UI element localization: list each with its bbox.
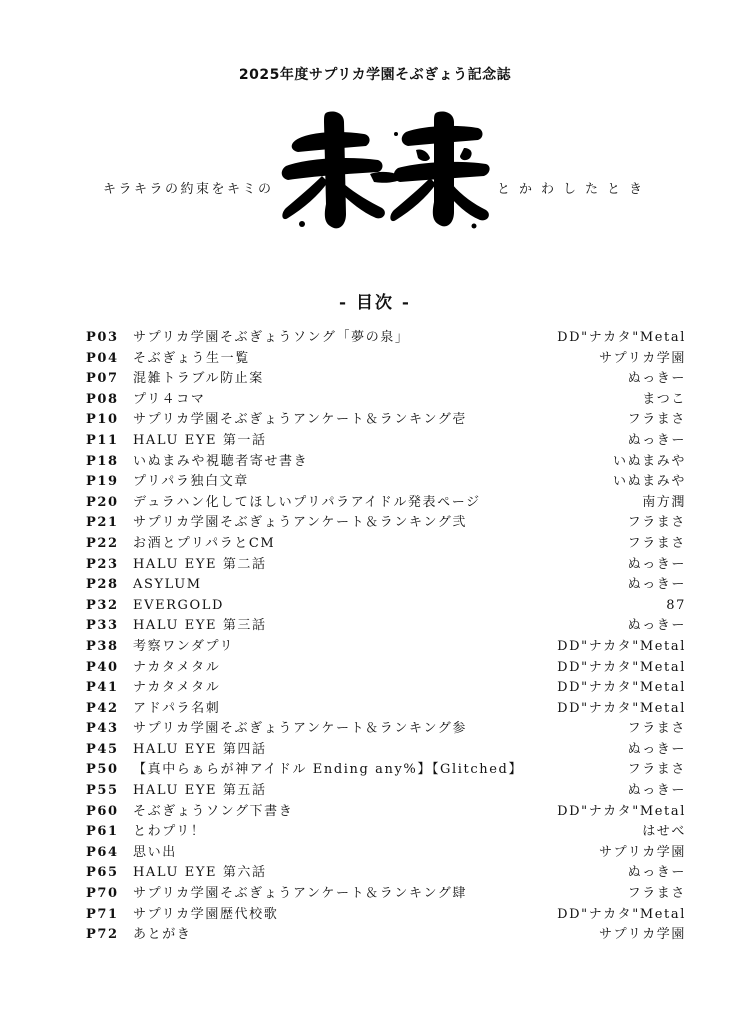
toc-author: ぬっきー [627,741,686,757]
toc-author: 南方潤 [642,494,686,510]
toc-author: いぬまみや [612,474,686,490]
toc-page-number: P08 [86,391,119,407]
toc-title: サプリカ学園そぶぎょうソング「夢の泉」 [133,330,410,345]
toc-author: サプリカ学園 [599,350,686,366]
toc-author: DD"ナカタ"Metal [557,906,686,922]
toc-entry [86,802,686,823]
toc-title: HALU EYE 第三話 [133,618,267,634]
toc-author: ぬっきー [627,556,686,572]
toc-author: フラまさ [627,535,686,551]
toc-entry [86,925,686,946]
toc-page-number: P45 [86,741,119,757]
toc-title: そぶぎょうソング下書き [133,803,294,819]
toc-page-number: P42 [86,700,119,716]
toc-page-number: P60 [86,803,119,819]
brush-logo-art [278,104,490,238]
toc-title: アドパラ名刺 [133,700,221,716]
toc-entry [86,616,686,637]
toc-page-number: P40 [86,659,119,675]
toc-entry [86,781,686,802]
toc-title: サプリカ学園歴代校歌 [133,906,279,922]
toc-entry [86,534,686,555]
toc-author: DD"ナカタ"Metal [557,638,686,654]
toc-page-number: P21 [86,515,119,531]
toc-entry [86,596,686,617]
toc-entry [86,678,686,699]
toc-title: いぬまみや視聴者寄せ書き [133,453,309,469]
toc-page-number: P55 [86,783,119,799]
toc-title: デュラハン化してほしいプリパラアイドル発表ページ [133,494,481,510]
toc-page-number: P50 [86,762,119,778]
toc-author: いぬまみや [612,453,686,469]
toc-author: DD"ナカタ"Metal [557,659,686,675]
toc-author: まつこ [642,391,686,407]
toc-page-number: P33 [86,618,119,634]
toc-page-number: P20 [86,494,119,510]
toc-page-number: P61 [86,824,119,840]
toc-author: DD"ナカタ"Metal [557,803,686,819]
toc-title: HALU EYE 第二話 [133,556,267,572]
toc-page-number: P71 [86,906,119,922]
toc-entry [86,513,686,534]
commemorative-issue-title: 2025年度サプリカ学園そぶぎょう記念誌 [238,67,512,83]
toc-title: ASYLUM [133,577,202,593]
toc-author: 87 [666,597,686,613]
toc-author: DD"ナカタ"Metal [557,680,686,696]
toc-entry [86,719,686,740]
toc-author: DD"ナカタ"Metal [557,330,686,345]
toc-title: HALU EYE 第六話 [133,865,267,881]
toc-entry [86,740,686,761]
toc-entry [86,452,686,473]
toc-entry [86,349,686,370]
tagline-right: とかわしたとき [497,182,652,197]
tagline-left: キラキラの約束をキミの [103,182,274,197]
mirai-calligraphy-logo [278,104,490,238]
toc-author: フラまさ [627,515,686,531]
toc-entry [86,555,686,576]
toc-page-number: P04 [86,350,119,366]
toc-page-number: P11 [86,432,119,448]
toc-entry [86,863,686,884]
toc-author: サプリカ学園 [599,844,686,860]
toc-title: プリパラ独白文章 [133,474,249,490]
toc-entry [86,328,686,349]
toc-entry [86,390,686,411]
toc-page-number: P23 [86,556,119,572]
toc-title: サプリカ学園そぶぎょうアンケート＆ランキング肆 [133,886,467,902]
toc-author: サプリカ学園 [599,927,686,943]
toc-author: はせべ [642,824,686,840]
toc-author: フラまさ [627,721,686,737]
toc-title: 思い出 [133,844,177,860]
toc-title: 【真中らぁらが神アイドル Ending any%】【Glitched】 [133,762,524,778]
toc-author: フラまさ [627,762,686,778]
toc-entry [86,822,686,843]
toc-entry [86,369,686,390]
toc-author: DD"ナカタ"Metal [557,700,686,716]
toc-entry [86,575,686,596]
toc-author: ぬっきー [627,577,686,593]
toc-author: ぬっきー [627,618,686,634]
toc-title: ナカタメタル [133,659,221,675]
toc-entry [86,493,686,514]
toc-title: HALU EYE 第四話 [133,741,267,757]
toc-author: ぬっきー [627,432,686,448]
toc-heading: - 目次 - [339,293,411,313]
toc-page-number: P43 [86,721,119,737]
toc-title: HALU EYE 第五話 [133,783,267,799]
toc-title: ナカタメタル [133,680,221,696]
toc-entry [86,843,686,864]
toc-author: フラまさ [627,886,686,902]
toc-page-number: P07 [86,371,119,387]
toc-entry [86,637,686,658]
toc-page-number: P41 [86,680,119,696]
toc-title: お酒とプリパラとCM [133,535,276,551]
toc-title: とわプリ！ [133,824,206,840]
toc-page-number: P28 [86,577,119,593]
toc-page-number: P64 [86,844,119,860]
toc-entry [86,760,686,781]
toc-page-number: P19 [86,474,119,490]
toc-title: プリ４コマ [133,391,206,407]
toc-entry [86,472,686,493]
toc-title: 考察ワンダプリ [133,638,235,654]
toc-author: ぬっきー [627,865,686,881]
toc-title: サプリカ学園そぶぎょうアンケート＆ランキング壱 [133,412,467,428]
toc-page-number: P22 [86,535,119,551]
toc-title: EVERGOLD [133,597,225,613]
toc-author: ぬっきー [627,371,686,387]
toc-entry [86,699,686,720]
toc-page-number: P32 [86,597,119,613]
toc-page-number: P70 [86,886,119,902]
toc-page-number: P65 [86,865,119,881]
toc-title: 混雑トラブル防止案 [133,371,264,387]
toc-entry [86,658,686,679]
toc-title: そぶぎょう生一覧 [133,350,250,366]
toc-entry [86,431,686,452]
toc-entry [86,410,686,431]
table-of-contents [86,328,686,946]
toc-page-number: P38 [86,638,119,654]
toc-page-number: P72 [86,927,119,943]
toc-page-number: P18 [86,453,119,469]
toc-author: フラまさ [627,412,686,428]
toc-entry [86,905,686,926]
toc-page-number: P03 [86,330,119,345]
toc-title: あとがき [133,927,192,943]
toc-author: ぬっきー [627,783,686,799]
toc-title: HALU EYE 第一話 [133,432,267,448]
toc-title: サプリカ学園そぶぎょうアンケート＆ランキング参 [133,721,467,737]
toc-title: サプリカ学園そぶぎょうアンケート＆ランキング弐 [133,515,467,531]
toc-page-number: P10 [86,412,119,428]
toc-entry [86,884,686,905]
